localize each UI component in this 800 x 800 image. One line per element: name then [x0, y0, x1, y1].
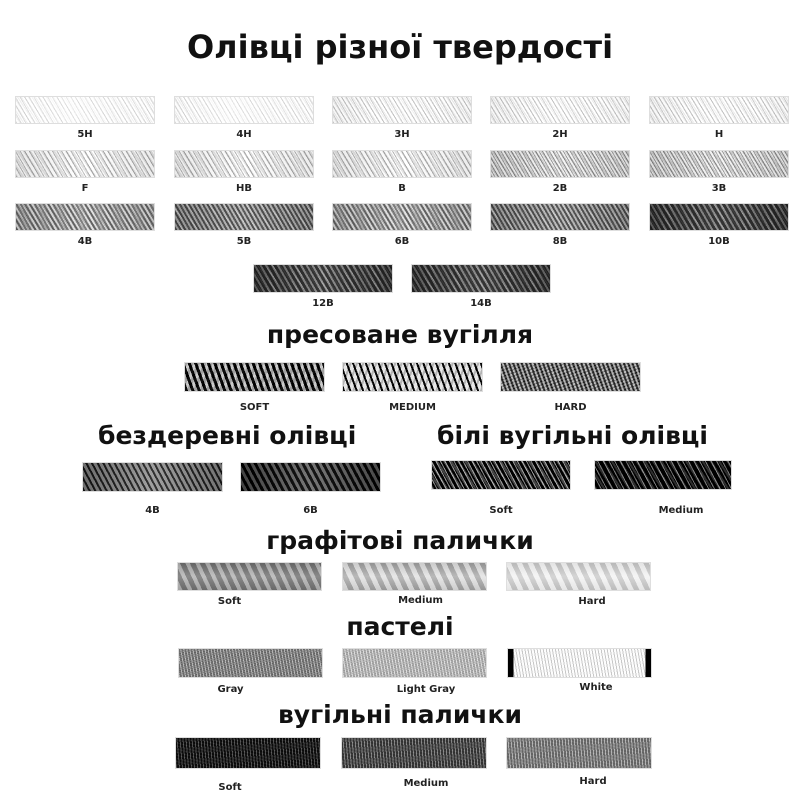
woodless-pencils-title: бездеревні олівці: [98, 421, 357, 450]
label-compressed-medium: MEDIUM: [389, 402, 436, 413]
graphite-sticks-title: графітові палички: [266, 526, 534, 555]
label-5b: 5B: [236, 236, 252, 247]
pastels-title: пастелі: [346, 612, 454, 641]
swatch-hb: [174, 150, 314, 178]
swatch-charcoal-medium: [341, 737, 487, 769]
swatch-graphite-hard: [506, 562, 651, 591]
label-pastel-light-gray: Light Gray: [396, 684, 456, 695]
swatch-3h: [332, 96, 472, 124]
label-compressed-soft: SOFT: [239, 402, 270, 413]
swatch-compressed-soft: [184, 362, 325, 392]
swatch-4h: [174, 96, 314, 124]
label-charcoal-soft: Soft: [218, 782, 242, 793]
label-h: H: [714, 129, 724, 140]
swatch-10b: [649, 203, 789, 231]
label-white-medium: Medium: [658, 505, 704, 516]
label-8b: 8B: [552, 236, 568, 247]
swatch-2b: [490, 150, 630, 178]
swatch-h: [649, 96, 789, 124]
swatch-3b: [649, 150, 789, 178]
swatch-pastel-white: [507, 648, 652, 678]
swatch-charcoal-hard: [506, 737, 652, 769]
swatch-woodless-4b: [82, 462, 223, 492]
swatch-b: [332, 150, 472, 178]
white-charcoal-pencils-title: білі вугільні олівці: [437, 421, 708, 450]
swatch-5b: [174, 203, 314, 231]
swatch-white-soft: [431, 460, 571, 490]
swatch-12b: [253, 264, 393, 293]
label-graphite-hard: Hard: [578, 596, 606, 607]
label-4h: 4H: [236, 129, 252, 140]
swatch-pastel-light-gray: [342, 648, 487, 678]
label-charcoal-medium: Medium: [403, 778, 449, 789]
label-14b: 14B: [470, 298, 492, 309]
swatch-6b: [332, 203, 472, 231]
label-10b: 10B: [708, 236, 730, 247]
label-woodless-4b: 4B: [145, 505, 160, 516]
label-3h: 3H: [394, 129, 410, 140]
compressed-charcoal-title: пресоване вугілля: [266, 320, 534, 349]
label-woodless-6b: 6B: [303, 505, 318, 516]
label-pastel-white: White: [579, 682, 613, 693]
label-3b: 3B: [711, 183, 727, 194]
label-white-soft: Soft: [489, 505, 513, 516]
label-4b: 4B: [77, 236, 93, 247]
label-6b: 6B: [394, 236, 410, 247]
swatch-pastel-gray: [178, 648, 323, 678]
swatch-compressed-hard: [500, 362, 641, 392]
label-pastel-gray: Gray: [217, 684, 244, 695]
swatch-graphite-medium: [342, 562, 487, 591]
label-compressed-hard: HARD: [554, 402, 587, 413]
swatch-2h: [490, 96, 630, 124]
swatch-14b: [411, 264, 551, 293]
main-title: Олівці різної твердості: [186, 28, 614, 66]
label-charcoal-hard: Hard: [579, 776, 607, 787]
swatch-8b: [490, 203, 630, 231]
label-2h: 2H: [552, 129, 568, 140]
label-b: B: [398, 183, 406, 194]
swatch-4b: [15, 203, 155, 231]
label-5h: 5H: [77, 129, 93, 140]
label-2b: 2B: [552, 183, 568, 194]
label-hb: HB: [236, 183, 252, 194]
swatch-graphite-soft: [177, 562, 322, 591]
charcoal-sticks-title: вугільні палички: [277, 700, 523, 729]
label-f: F: [81, 183, 89, 194]
swatch-compressed-medium: [342, 362, 483, 392]
swatch-f: [15, 150, 155, 178]
swatch-white-medium: [594, 460, 732, 490]
swatch-5h: [15, 96, 155, 124]
swatch-woodless-6b: [240, 462, 381, 492]
swatch-charcoal-soft: [175, 737, 321, 769]
label-graphite-soft: Soft: [217, 596, 242, 607]
label-12b: 12B: [312, 298, 334, 309]
label-graphite-medium: Medium: [398, 595, 443, 606]
